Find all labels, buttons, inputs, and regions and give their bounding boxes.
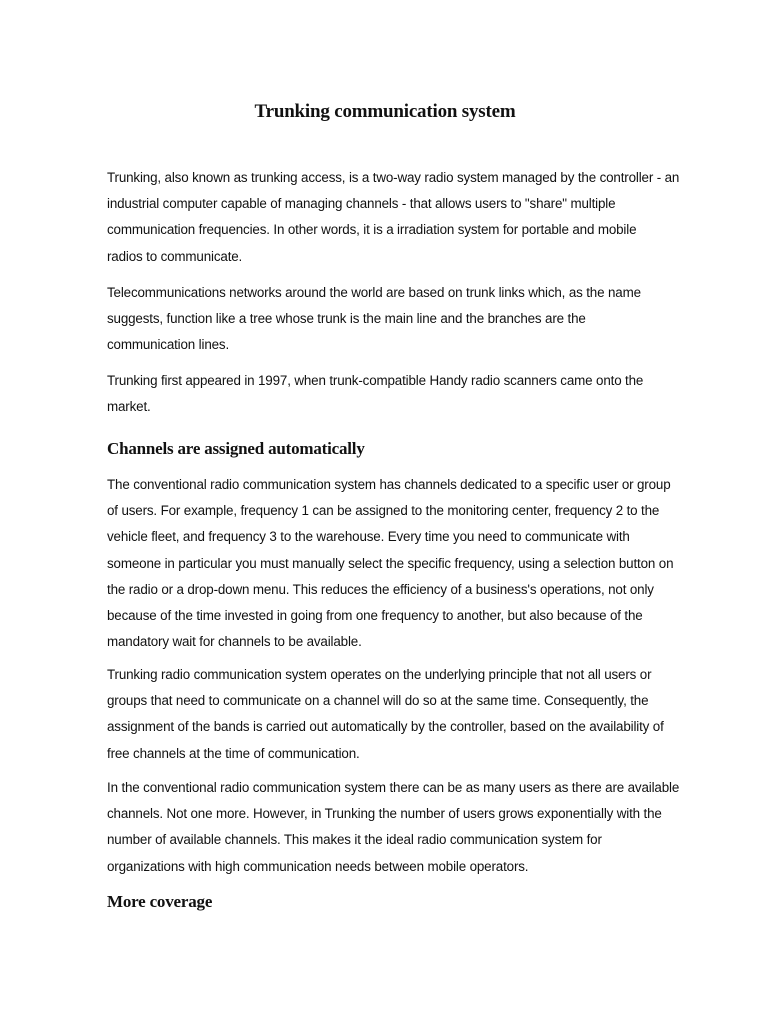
text-line: Trunking radio communication system operates on the underlying principle that not all users or (107, 667, 652, 682)
text-line: suggests, function like a tree whose trunk is the main line and the branches are the (107, 311, 586, 327)
document-title: Trunking communication system (254, 101, 516, 122)
text-line: mandatory wait for channels to be available. (107, 634, 362, 650)
intro-paragraph-2 (107, 280, 667, 359)
text-line: communication lines. (107, 337, 230, 353)
text-line: assignment of the bands is carried out automatically by the controller, based on the availability of (107, 719, 664, 735)
text-line: of users. For example, frequency 1 can be assigned to the monitoring center, frequency 2 to the (107, 503, 660, 519)
text-line: vehicle fleet, and frequency 3 to the warehouse. Every time you need to communicate with (107, 529, 630, 545)
text-line: channels. Not one more. However, in Trunking the number of users grows exponentially with the (107, 806, 662, 822)
text-line: Telecommunications networks around the world are based on trunk links which, as the name (107, 285, 641, 300)
section1-paragraph-3 (107, 775, 680, 880)
text-line: Trunking first appeared in 1997, when trunk-compatible Handy radio scanners came onto the (107, 373, 644, 388)
section-heading-coverage: More coverage (107, 892, 213, 911)
text-line: industrial computer capable of managing channels - that allows users to "share" multiple (107, 196, 616, 212)
section1-paragraph-1 (107, 472, 674, 655)
text-line: because of the time invested in going from one frequency to another, but also because of the (107, 608, 643, 624)
intro-paragraph-3 (107, 368, 667, 420)
text-line: market. (107, 399, 151, 415)
intro-paragraph-1 (107, 165, 680, 270)
text-line: communication frequencies. In other words, it is a irradiation system for portable and mobile (107, 222, 637, 238)
text-line: Trunking, also known as trunking access, is a two-way radio system managed by the controller - an (107, 170, 680, 185)
section1-paragraph-2 (107, 662, 667, 767)
text-line: radios to communicate. (107, 248, 243, 264)
text-line: organizations with high communication needs between mobile operators. (107, 858, 529, 874)
text-line: the radio or a drop-down menu. This reduces the efficiency of a business's operations, not only (107, 581, 654, 597)
section-heading-channels: Channels are assigned automatically (107, 439, 365, 458)
text-line: groups that need to communicate on a channel will do so at the same time. Consequently, the (107, 693, 649, 709)
text-line: number of available channels. This makes it the ideal radio communication system for (107, 832, 602, 848)
text-line: free channels at the time of communication. (107, 745, 360, 761)
text-line: someone in particular you must manually select the specific frequency, using a selection button on (107, 555, 674, 571)
text-line: In the conventional radio communication system there can be as many users as there are available (107, 780, 680, 795)
text-line: The conventional radio communication system has channels dedicated to a specific user or group (107, 477, 671, 492)
